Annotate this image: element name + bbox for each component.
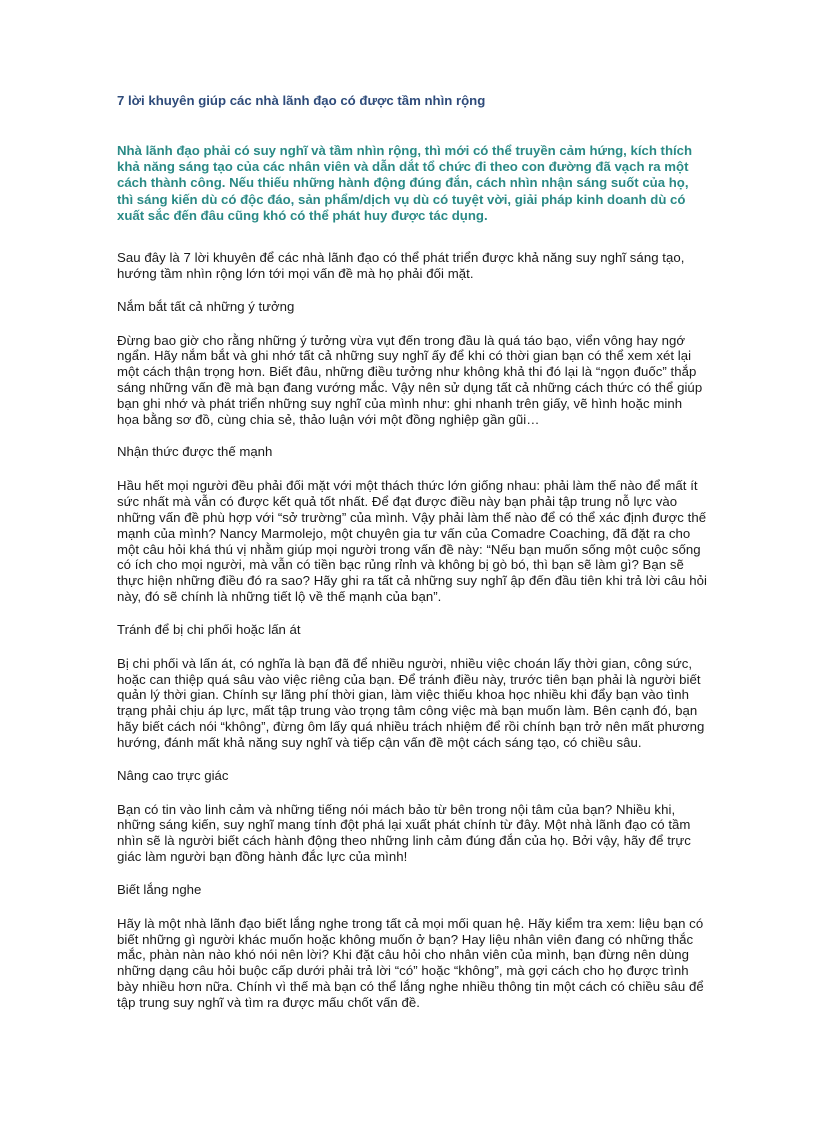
document-page <box>117 92 707 1011</box>
section-body-2: Hầu hết mọi người đều phải đối mặt với một thách thức lớn giống nhau: phải làm thế nào để mất ít sức nhất mà vẫn có được kết quả tốt nhất. Để đạt được điều này bạn phải tập trung nỗ lực vào những vấn đề phù hợp với “sở trường” của mình. Vậy phải làm thế nào để có thể xác định được thế mạnh của mình? Nancy Marmolejo, một chuyên gia tư vấn của Comadre Coaching, đã đặt ra cho một câu hỏi khá thú vị nhằm giúp mọi người trong vấn đề này: “Nếu bạn muốn sống một cuộc sống có ích cho mọi người, mà vẫn có tiền bạc rủng rỉnh và không bị gò bó, thì bạn sẽ làm gì? Bạn sẽ thực hiện những điều đó ra sao? Hãy ghi ra tất cả những suy nghĩ ập đến đầu tiên khi trả lời câu hỏi này, đó sẽ chính là những tiết lộ về thế mạnh của bạn”. <box>117 478 707 604</box>
section-heading-4: Nâng cao trực giác <box>117 767 229 783</box>
section-body-5: Hãy là một nhà lãnh đạo biết lắng nghe trong tất cả mọi mối quan hệ. Hãy kiểm tra xem: liệu bạn có biết những gì người khác muốn hoặc không muốn ở bạn? Hay liệu nhân viên đang có những thắc mắc, phàn nàn nào khó nói nên lời? Khi đặt câu hỏi cho nhân viên của mình, bạn đừng nên dùng những dạng câu hỏi buộc cấp dưới phải trả lời “có” hoặc “không”, mà gợi cách cho họ được trình bày nhiều hơn nữa. Chính vì thế mà bạn có thể lắng nghe nhiều thông tin một cách có chiều sâu để tập trung suy nghĩ và tìm ra được mấu chốt vấn đề. <box>117 915 704 1010</box>
section-heading-1: Nắm bắt tất cả những ý tưởng <box>117 298 295 314</box>
section-heading-3: Tránh để bị chi phối hoặc lấn át <box>117 621 301 637</box>
section-heading-5: Biết lắng nghe <box>117 881 202 897</box>
document-title: 7 lời khuyên giúp các nhà lãnh đạo có được tầm nhìn rộng <box>117 93 486 108</box>
section-body-3: Bị chi phối và lấn át, có nghĩa là bạn đã để nhiều người, nhiều việc choán lấy thời gian, công sức, hoặc can thiệp quá sâu vào việc riêng của bạn. Để tránh điều này, trước tiên bạn phải là người biết quản lý thời gian. Chính sự lãng phí thời gian, làm việc thiếu khoa học nhiều khi đẩy bạn vào tình trạng phải chịu áp lực, mất tập trung vào trọng tâm công việc mà bạn muốn làm. Bên cạnh đó, bạn hãy biết cách nói “không”, đừng ôm lấy quá nhiều trách nhiệm để rồi chính bạn trở nên mất phương hướng, đánh mất khả năng suy nghĩ và tiếp cận vấn đề một cách sáng tạo, có chiều sâu. <box>117 655 705 750</box>
lead-paragraph: Nhà lãnh đạo phải có suy nghĩ và tầm nhìn rộng, thì mới có thể truyền cảm hứng, kích thích khả năng sáng tạo của các nhân viên và dẫn dắt tổ chức đi theo con đường đã vạch ra một cách thành công. Nếu thiếu những hành động đúng đắn, cách nhìn nhận sáng suốt của họ, thì sáng kiến dù có độc đáo, sản phẩm/dịch vụ dù có tuyệt vời, giải pháp kinh doanh dù có xuất sắc đến đâu cũng khó có thể phát huy được tác dụng. <box>117 143 693 223</box>
section-body-4: Bạn có tin vào linh cảm và những tiếng nói mách bảo từ bên trong nội tâm của bạn? Nhiều khi, những sáng kiến, suy nghĩ mang tính đột phá lại xuất phát chính từ đây. Một nhà lãnh đạo có tầm nhìn sẽ là người biết cách hành động theo những linh cảm đúng đắn của họ. Bởi vậy, hãy để trực giác làm người bạn đồng hành đắc lực của mình! <box>117 801 691 864</box>
section-heading-2: Nhận thức được thế mạnh <box>117 444 273 460</box>
section-body-1: Đừng bao giờ cho rằng những ý tưởng vừa vụt đến trong đầu là quá táo bạo, viển vông hay ngớ ngẩn. Hãy nắm bắt và ghi nhớ tất cả những suy nghĩ ấy để khi có thời gian bạn có thể xem xét lại một cách thận trọng hơn. Biết đâu, những điều tưởng như không khả thi đó lại là “ngọn đuốc” thắp sáng những vấn đề mà bạn đang vướng mắc. Vậy nên sử dụng tất cả những cách thức có thể giúp bạn ghi nhớ và phát triển những suy nghĩ của mình như: ghi nhanh trên giấy, vẽ hình hoặc minh họa bằng sơ đồ, cùng chia sẻ, thảo luận với một đồng nghiệp gần gũi… <box>117 332 703 427</box>
intro-paragraph: Sau đây là 7 lời khuyên để các nhà lãnh đạo có thể phát triển được khả năng suy nghĩ sáng tạo, hướng tầm nhìn rộng lớn tới mọi vấn đề mà họ phải đối mặt. <box>117 250 685 281</box>
